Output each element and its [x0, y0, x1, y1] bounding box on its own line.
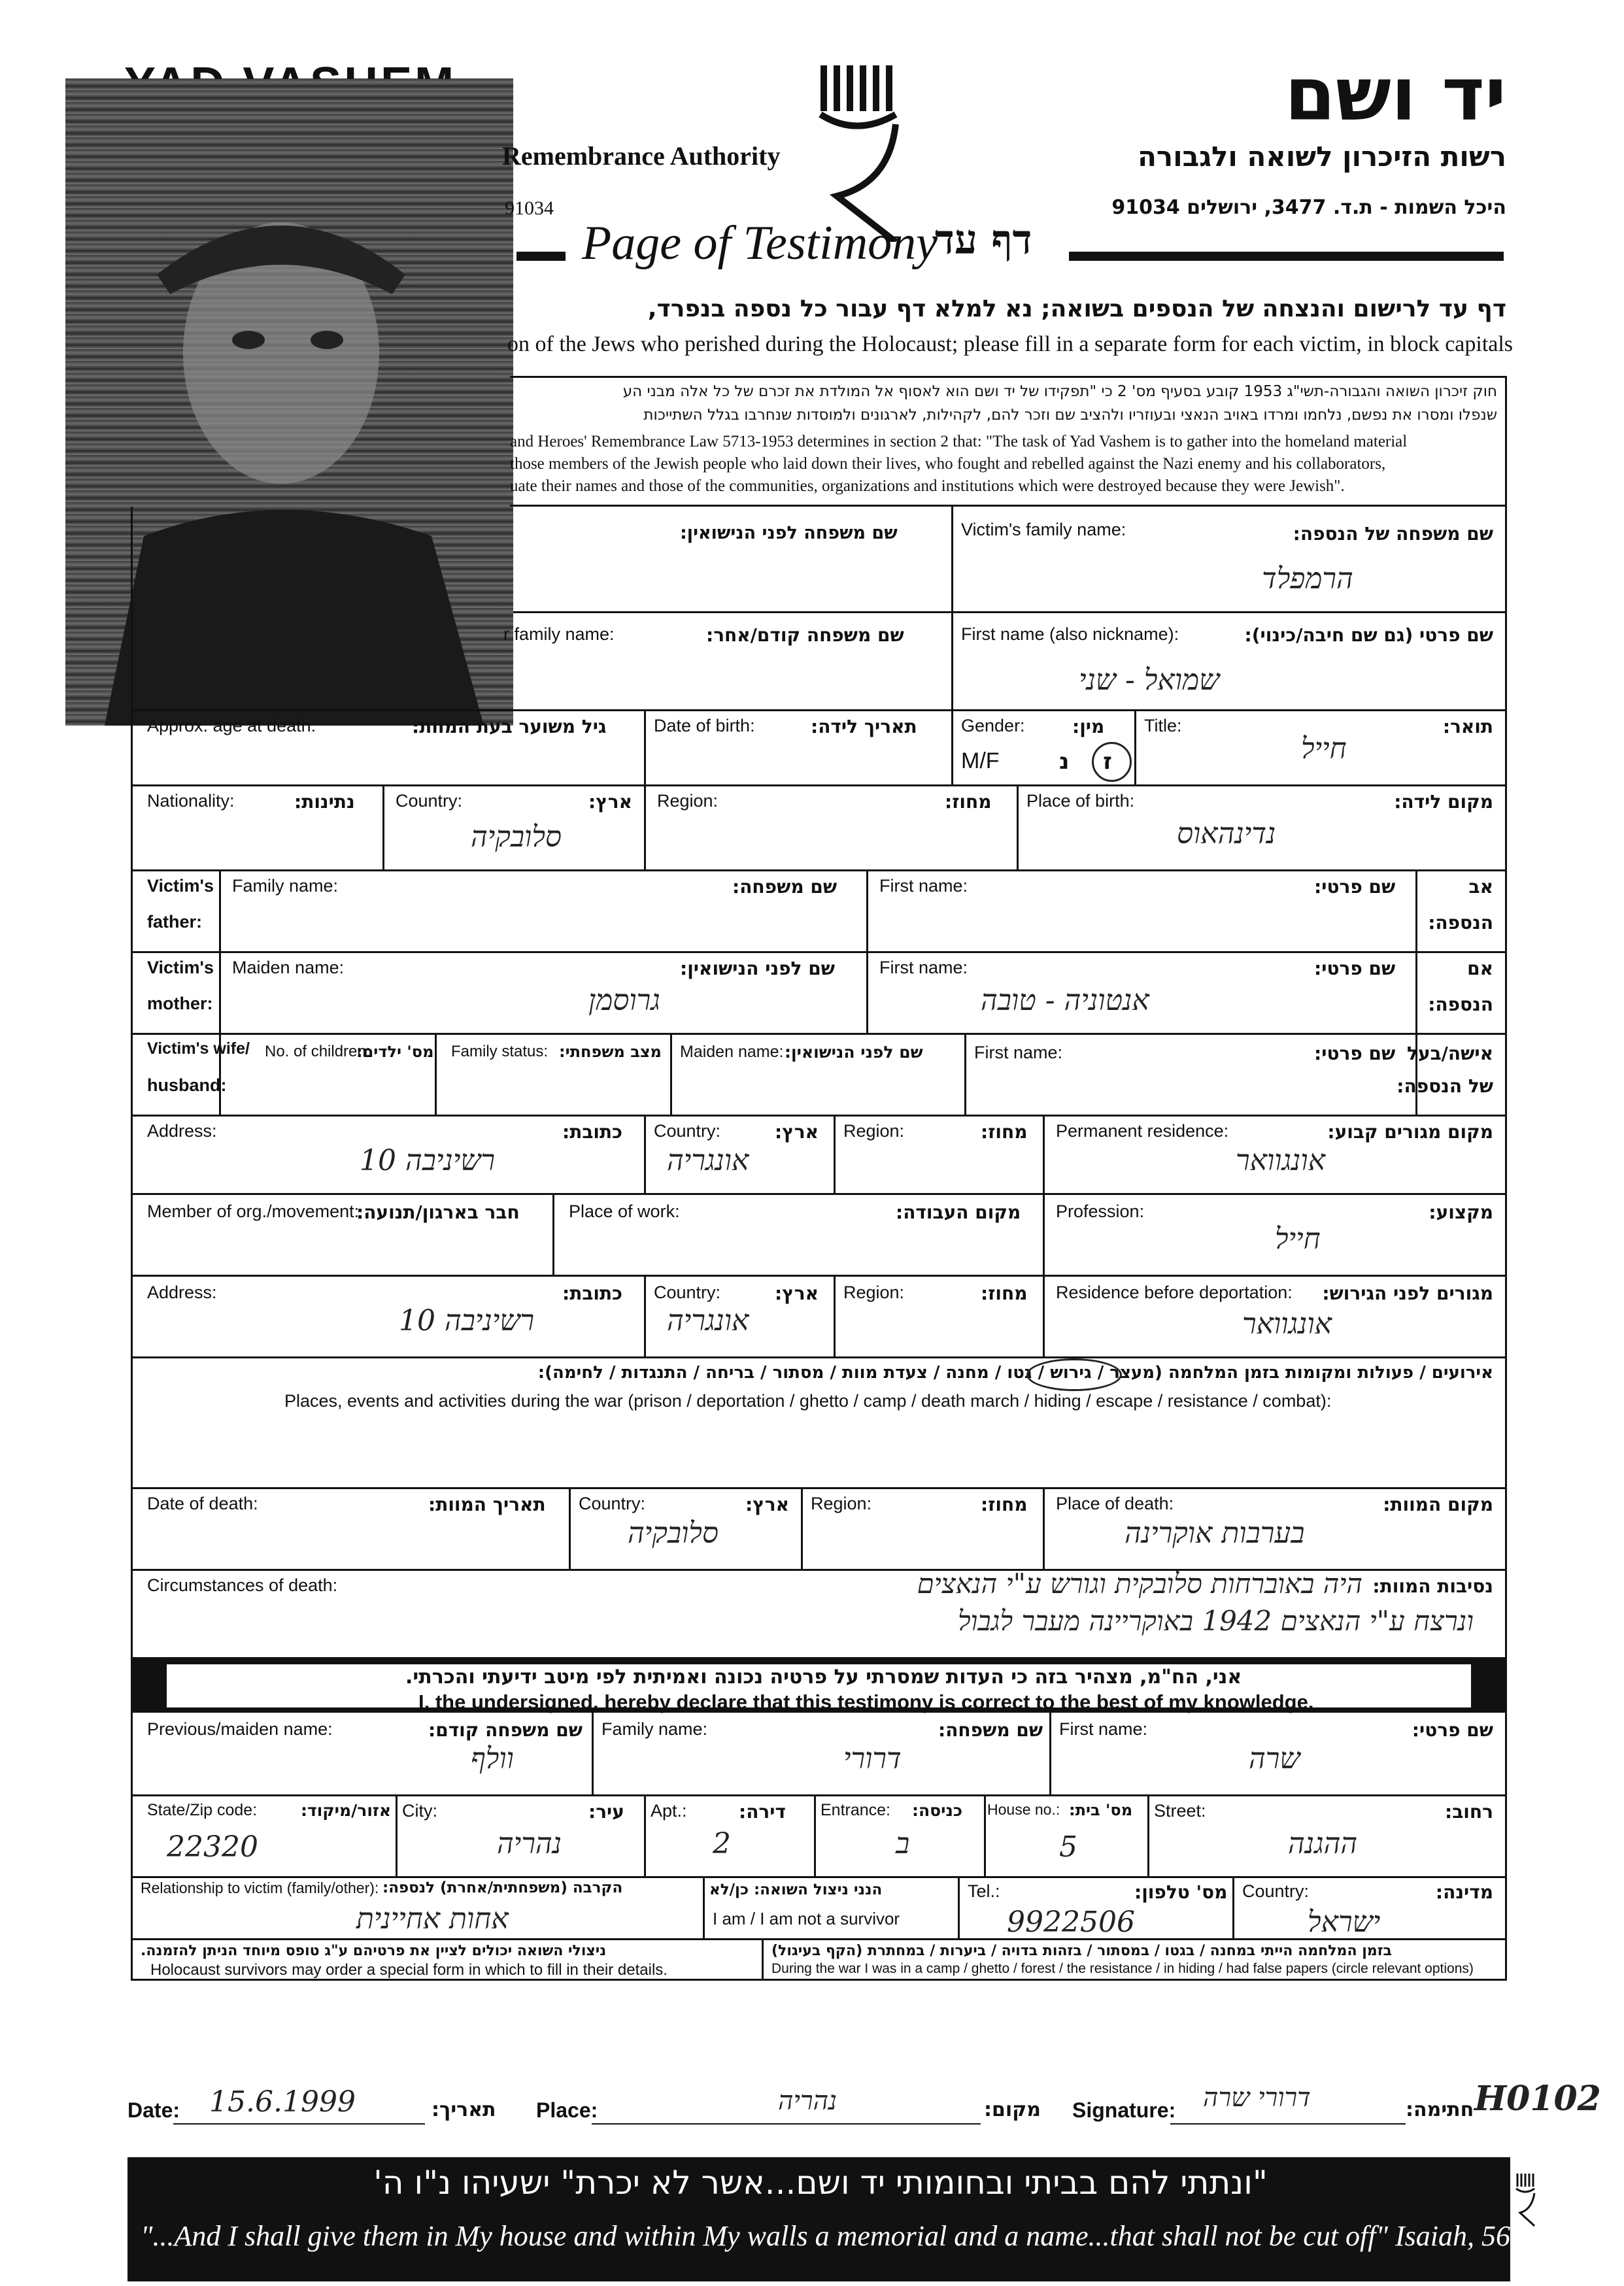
- gender-label-en: Gender:: [961, 716, 1025, 735]
- zip-label-en: State/Zip code:: [147, 1801, 258, 1819]
- spouse-label-he-1: אישה/בעל: [1407, 1043, 1493, 1064]
- mother-label-en-2: mother:: [147, 994, 213, 1013]
- death-region-label-en: Region:: [811, 1494, 872, 1513]
- family-name-label-he: שם משפחה של הנספה:: [1293, 523, 1493, 545]
- sub-first-label-he: שם פרטי:: [1412, 1719, 1493, 1741]
- death-country-label-he: ארץ:: [745, 1494, 789, 1515]
- family-status-label-en: Family status:: [451, 1043, 549, 1060]
- house-label-en: House no.:: [987, 1801, 1060, 1818]
- country-label-en: Country:: [396, 791, 463, 811]
- address-he: היכל השמות - ת.ד. 3477, ירושלים 91034: [1111, 196, 1506, 219]
- dob-label-he: תאריך לידה:: [811, 716, 917, 737]
- tel-label-he: מס' טלפון:: [1134, 1881, 1228, 1903]
- mother-maiden-label-he: שם לפני הנישואין:: [680, 958, 835, 979]
- gender-options-he[interactable]: ז נ: [1059, 748, 1125, 775]
- prev-name-label-en: Previous/maiden name:: [147, 1719, 333, 1739]
- authority-he: רשות הזיכרון לשואה ולגבורה: [1138, 141, 1506, 173]
- war-status-en: During the war I was in a camp / ghetto / forest / the resistance / in hiding / had false papers (circle relevant options): [771, 1961, 1474, 1976]
- dob-label-en: Date of birth:: [654, 716, 755, 735]
- work-label-en: Place of work:: [569, 1202, 680, 1221]
- form-frame: [131, 507, 1507, 1659]
- instructions-en: on of the Jews who perished during the Holocaust; please fill in a separate form for each victim, in block capitals: [507, 332, 1514, 356]
- pod-label-he: מקום המוות:: [1383, 1494, 1493, 1515]
- entrance-label-he: כניסה:: [912, 1801, 963, 1820]
- law-he-2: שנפלו ומסרו את נפשם, נלחמו ומרדו באויב הנאצי ובעוזריו ולהציב שם וזכר להם, לקהילות, לארגונים ולמוסדות שנחרבו בגלל השתייכות: [643, 407, 1497, 424]
- survivor-label-en[interactable]: I am / I am not a survivor: [713, 1909, 900, 1928]
- title-he: דף עד: [935, 216, 1032, 263]
- signature-label-he: חתימה:: [1406, 2098, 1474, 2121]
- city-label-en: City:: [402, 1801, 437, 1821]
- law-box: [510, 376, 1507, 507]
- place-value[interactable]: נהריה: [778, 2086, 837, 2116]
- children-label-he: מס' ילדים:: [356, 1043, 434, 1061]
- country-label-he: ארץ:: [588, 791, 632, 813]
- sub-country-label-en: Country:: [1242, 1881, 1310, 1901]
- date-value[interactable]: 15.6.1999: [209, 2085, 356, 2119]
- place-label-he: מקום:: [984, 2098, 1041, 2121]
- address-value[interactable]: רשיניבה 10: [360, 1144, 496, 1177]
- nationality-label-en: Nationality:: [147, 791, 235, 811]
- title-value[interactable]: חייל: [1301, 732, 1347, 765]
- pod-value[interactable]: בערבות אוקרינה: [1125, 1517, 1305, 1550]
- death-region-label-he: מחוז:: [981, 1494, 1028, 1515]
- law-en-1: and Heroes' Remembrance Law 5713-1953 determines in section 2 that: "The task of Yad Vashem is to gather into the homeland material: [510, 433, 1408, 450]
- first-name-label-he: שם פרטי (גם שם חיבה/כינוי):: [1244, 624, 1493, 646]
- children-label-en: No. of children:: [265, 1043, 371, 1060]
- member-label-he: חבר בארגון/תנועה:: [356, 1202, 520, 1223]
- prev-name-value[interactable]: וולף: [471, 1742, 514, 1775]
- menorah-small-icon: [1514, 2170, 1540, 2229]
- region-label-en: Region:: [657, 791, 719, 811]
- profession-label-en: Profession:: [1056, 1202, 1145, 1221]
- title-en: Page of Testimony: [582, 216, 938, 270]
- addr2-country-value[interactable]: אונגריה: [667, 1304, 749, 1337]
- circ-value-1[interactable]: היה באוברחות סלובקית וגורש ע"י הנאצים: [917, 1568, 1362, 1600]
- deportation-circle: [1026, 1358, 1122, 1391]
- res-before-label-he: מגורים לפני הגירוש:: [1322, 1283, 1493, 1304]
- entrance-label-en: Entrance:: [820, 1801, 891, 1819]
- address2-label-en: Address:: [147, 1283, 217, 1302]
- street-label-en: Street:: [1154, 1801, 1206, 1821]
- perm-res-label-en: Permanent residence:: [1056, 1121, 1229, 1141]
- declaration-he: אני, הח"מ, מצהיר בזה כי העדות שמסרתי על פרטיה נכונה ואמיתית לפי מיטב ידיעתי והכרתי.: [405, 1666, 1242, 1689]
- pob-value[interactable]: נדינהאוס: [1177, 817, 1276, 850]
- tel-value[interactable]: 9922506: [1007, 1906, 1135, 1939]
- gender-circle: [1092, 742, 1132, 782]
- father-first-label-en: First name:: [879, 876, 968, 896]
- instructions-he: דף עד לרישום והנצחה של הנספים בשואה; נא למלא דף עבור כל נספה בנפרד,: [647, 295, 1506, 322]
- house-value[interactable]: 5: [1059, 1830, 1077, 1864]
- gender-options[interactable]: M/F: [961, 748, 1000, 773]
- sub-country-label-he: מדינה:: [1435, 1881, 1493, 1903]
- law-en-2: those members of the Jewish people who laid down their lives, who fought and rebelled against the Nazi enemy and his collaborators,: [510, 455, 1386, 473]
- addr-country-label-he: ארץ:: [775, 1121, 819, 1143]
- tel-label-en: Tel.:: [968, 1881, 1000, 1901]
- mother-maiden-value[interactable]: גרוסמן: [588, 984, 660, 1017]
- spouse-maiden-label-he: שם לפני הנישואין:: [785, 1043, 923, 1062]
- circ-value-2[interactable]: ונרצח ע"י הנאצים 1942 באוקריינה מעבר לגבול: [958, 1605, 1474, 1637]
- rule-right: [1069, 252, 1504, 261]
- circ-label-he: נסיבות המוות:: [1372, 1575, 1493, 1597]
- addr-country-label-en: Country:: [654, 1121, 721, 1141]
- entrance-value[interactable]: ב: [896, 1827, 910, 1860]
- spouse-maiden-label-en: Maiden name:: [680, 1043, 784, 1061]
- pob-label-en: Place of birth:: [1026, 791, 1135, 811]
- relationship-value[interactable]: אחות אחיינית: [356, 1902, 509, 1936]
- mother-label-he-2: הנספה:: [1428, 994, 1493, 1015]
- law-he-1: חוק זיכרון השואה והגבורה-תשי"ג 1953 קובע בסעיף מס' 2 כי "תפקידו של יד ושם הוא לאסוף אל המולדת את זכרם של כל אלה מבני הע: [622, 383, 1497, 400]
- mother-label-he-1: אם: [1467, 958, 1493, 979]
- sub-first-value[interactable]: שרה: [1249, 1742, 1300, 1775]
- menorah-logo: [811, 52, 909, 242]
- events-label-en: Places, events and activities during the war (prison / deportation / ghetto / camp / death march / hiding / escape / resistance / combat):: [284, 1391, 1332, 1411]
- addr2-country-label-en: Country:: [654, 1283, 721, 1302]
- prev-family-label-he: שם משפחה קודם/אחר:: [706, 624, 904, 646]
- city-value[interactable]: נהריה: [497, 1827, 562, 1860]
- maiden-label-he: שם משפחה לפני הנישואין:: [680, 523, 898, 543]
- mother-maiden-label-en: Maiden name:: [232, 958, 345, 977]
- family-status-label-he: מצב משפחתי:: [559, 1043, 662, 1061]
- rule-left: [516, 252, 566, 261]
- death-country-value[interactable]: סלובקיה: [628, 1517, 719, 1550]
- dod-label-he: תאריך המוות:: [428, 1494, 546, 1515]
- special-form-en: Holocaust survivors may order a special form in which to fill in their details.: [150, 1961, 668, 1979]
- address2-value[interactable]: רשיניבה 10: [399, 1304, 535, 1337]
- prev-family-label-en: r family name:: [503, 624, 615, 644]
- pod-label-en: Place of death:: [1056, 1494, 1174, 1513]
- record-code: H0102: [1474, 2079, 1601, 2119]
- address-label-en: Address:: [147, 1121, 217, 1141]
- father-label-en-1: Victim's: [147, 876, 214, 896]
- death-country-label-en: Country:: [579, 1494, 646, 1513]
- profession-value[interactable]: חייל: [1275, 1222, 1321, 1256]
- sub-family-value[interactable]: דרורי: [843, 1742, 902, 1775]
- family-name-value[interactable]: הרמפלד: [1262, 562, 1353, 596]
- mother-first-value[interactable]: אנטוניה - טובה: [981, 984, 1149, 1017]
- mother-first-label-he: שם פרטי:: [1314, 958, 1396, 979]
- zip-en: 91034: [505, 197, 554, 219]
- street-label-he: רחוב:: [1445, 1801, 1493, 1823]
- address2-label-he: כתובת:: [562, 1283, 622, 1304]
- country-value[interactable]: סלובקיה: [471, 820, 562, 854]
- place-label-en: Place:: [536, 2098, 598, 2122]
- profession-label-he: מקצוע:: [1429, 1202, 1493, 1223]
- sub-country-value[interactable]: ישראל: [1308, 1906, 1381, 1939]
- sub-first-label-en: First name:: [1059, 1719, 1148, 1739]
- title-label-en: Title:: [1144, 716, 1182, 735]
- prev-name-label-he: שם משפחה קודם:: [428, 1719, 583, 1741]
- father-first-label-he: שם פרטי:: [1314, 876, 1396, 898]
- spouse-label-he-2: של הנספה:: [1396, 1075, 1493, 1097]
- father-label-he-2: הנספה:: [1428, 912, 1493, 933]
- first-name-value[interactable]: שמואל - שני: [1079, 664, 1220, 697]
- events-label-he: אירועים / פעולות ומקומות בזמן המלחמה (מעצר / גירוש / גטו / מחנה / צעדת מוות / מסתור / בריחה / התנגדות / לחימה):: [537, 1363, 1493, 1383]
- perm-res-value[interactable]: אונגוואר: [1236, 1144, 1326, 1177]
- work-label-he: מקום העבודה:: [896, 1202, 1021, 1223]
- relationship-label-en: Relationship to victim (family/other):: [141, 1879, 379, 1896]
- gender-label-he: מין:: [1072, 716, 1105, 737]
- father-family-label-he: שם משפחה:: [732, 876, 837, 898]
- member-label-en: Member of org./movement:: [147, 1202, 360, 1221]
- addr2-country-label-he: ארץ:: [775, 1283, 819, 1304]
- quote-he: "ונתתי להם בביתי ובחומותי יד ושם...אשר לא יכרת" ישעיהו נ"ו ה': [373, 2164, 1268, 2202]
- spouse-label-en-2: husband:: [147, 1075, 227, 1095]
- family-name-label-en: Victim's family name:: [961, 520, 1126, 539]
- sub-family-label-he: שם משפחה:: [938, 1719, 1043, 1741]
- title-label-he: תואר:: [1442, 716, 1493, 737]
- address-label-he: כתובת:: [562, 1121, 622, 1143]
- apt-value[interactable]: 2: [713, 1827, 731, 1860]
- addr2-region-label-en: Region:: [843, 1283, 905, 1302]
- addr-region-label-en: Region:: [843, 1121, 905, 1141]
- spouse-first-label-en: First name:: [974, 1043, 1063, 1062]
- signature-value[interactable]: דרורי שרה: [1203, 2083, 1311, 2113]
- date-label-he: תאריך:: [431, 2098, 496, 2121]
- spouse-label-en-1: Victim's wife/: [147, 1039, 250, 1058]
- zip-label-he: אזור/מיקוד:: [301, 1801, 392, 1820]
- age-label-he: גיל משוער בעת המוות:: [412, 716, 607, 737]
- apt-label-he: דירה:: [739, 1801, 786, 1823]
- relationship-label-he: הקרבה (משפחתית/אחרת) לנספה:: [382, 1879, 623, 1896]
- res-before-value[interactable]: אונגוואר: [1242, 1307, 1332, 1341]
- street-value[interactable]: ההגנה: [1288, 1827, 1358, 1860]
- org-he: יד ושם: [1284, 52, 1506, 137]
- law-en-3: uate their names and those of the communities, organizations and institutions which were destroyed because they were Jewish".: [510, 477, 1345, 495]
- region-label-he: מחוז:: [945, 791, 992, 813]
- quote-en: "...And I shall give them in My house and within My walls a memorial and a name...that shall not be cut off" Isaiah, 56:5: [141, 2220, 1534, 2252]
- mother-label-en-1: Victim's: [147, 958, 214, 977]
- dod-label-en: Date of death:: [147, 1494, 258, 1513]
- mother-first-label-en: First name:: [879, 958, 968, 977]
- first-name-label-en: First name (also nickname):: [961, 624, 1179, 644]
- addr-region-label-he: מחוז:: [981, 1121, 1028, 1143]
- declaration-en: I, the undersigned, hereby declare that this testimony is correct to the best of my knowledge.: [418, 1690, 1314, 1713]
- pob-label-he: מקום לידה:: [1394, 791, 1493, 813]
- circ-label-en: Circumstances of death:: [147, 1575, 338, 1595]
- perm-res-label-he: מקום מגורים קבוע:: [1327, 1121, 1493, 1143]
- sub-family-label-en: Family name:: [601, 1719, 708, 1739]
- age-label-en: Approx. age at death:: [147, 716, 316, 735]
- addr2-region-label-he: מחוז:: [981, 1283, 1028, 1304]
- authority-en: Remembrance Authority: [502, 141, 781, 171]
- addr-country-value[interactable]: אונגריה: [667, 1144, 749, 1177]
- survivor-label-he: הנני ניצול השואה: כן/לא: [709, 1881, 883, 1898]
- father-label-he-1: אב: [1468, 876, 1493, 898]
- apt-label-en: Apt.:: [651, 1801, 687, 1821]
- house-label-he: מס' בית:: [1069, 1801, 1133, 1819]
- zip-value[interactable]: 22320: [167, 1830, 258, 1864]
- city-label-he: עיר:: [588, 1801, 624, 1823]
- father-family-label-en: Family name:: [232, 876, 339, 896]
- war-status-he: בזמן המלחמה הייתי במחנה / בגטו / במסתור / בזהות בדויה / ביערות / במחתרת (הקף בעיגול): [771, 1943, 1392, 1959]
- father-label-en-2: father:: [147, 912, 203, 932]
- spouse-first-label-he: שם פרטי:: [1314, 1043, 1396, 1064]
- signature-label-en: Signature:: [1072, 2098, 1176, 2122]
- special-form-he: ניצולי השואה יכולים לציין את פרטיהם ע"ג טופס מיוחד הניתן להזמנה.: [141, 1943, 607, 1959]
- date-label-en: Date:: [127, 2098, 180, 2122]
- res-before-label-en: Residence before deportation:: [1056, 1283, 1293, 1302]
- nationality-label-he: נתינות:: [294, 791, 355, 813]
